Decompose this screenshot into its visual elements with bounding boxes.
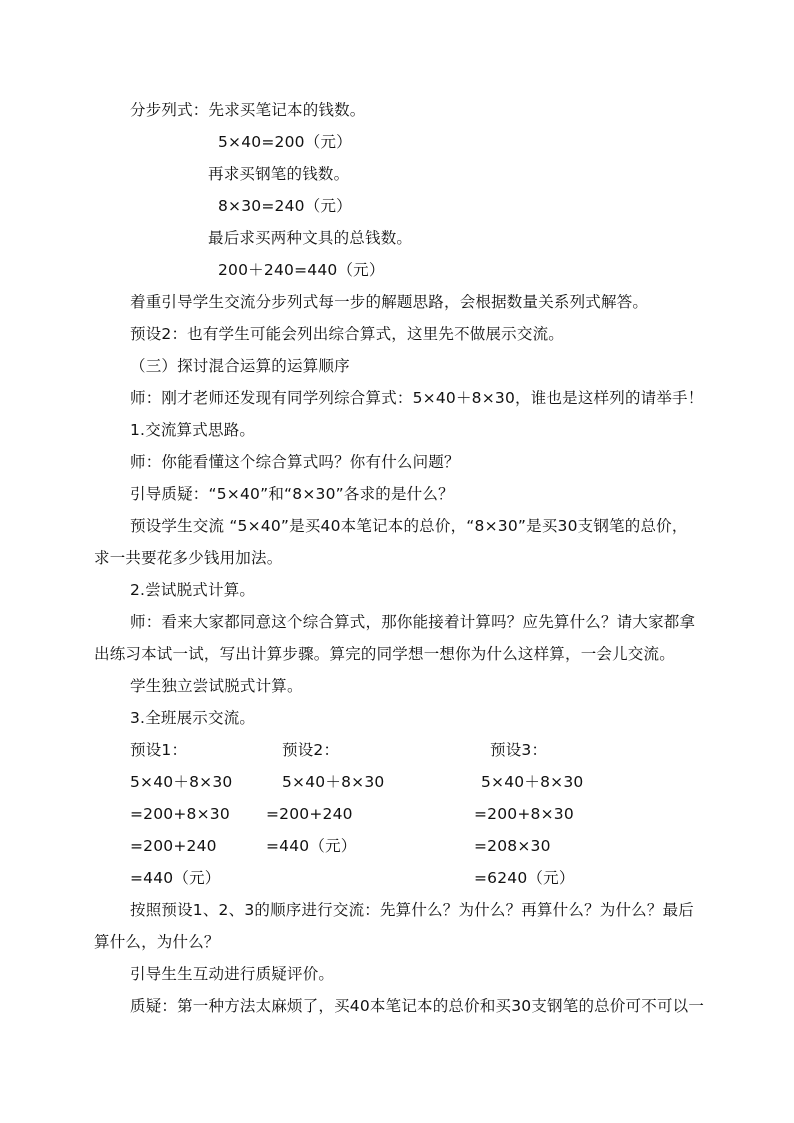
text-line: 算什么，为什么？: [94, 933, 220, 951]
text-line: 着重引导学生交流分步列式每一步的解题思路，会根据数量关系列式解答。: [130, 293, 649, 311]
text-line: 1.交流算式思路。: [130, 421, 256, 439]
text-line: 求一共要花多少钱用加法。: [94, 549, 283, 567]
calc-step: =200+8×30: [130, 805, 230, 823]
calc-step: =200+8×30: [474, 805, 574, 823]
text-line: 学生独立尝试脱式计算。: [130, 677, 303, 695]
preset-label: 预设1：: [130, 741, 188, 759]
calc-step: =6240（元）: [474, 869, 575, 887]
text-line: 5×40=200（元）: [218, 133, 352, 151]
preset-label: 预设2：: [282, 741, 340, 759]
preset-label: 预设3：: [490, 741, 548, 759]
text-line: 3.全班展示交流。: [130, 709, 256, 727]
text-line: 最后求买两种文具的总钱数。: [208, 229, 413, 247]
text-line: 预设学生交流 “5×40”是买40本笔记本的总价，“8×30”是买30支钢笔的总价，: [130, 517, 688, 535]
text-line: 8×30=240（元）: [218, 197, 352, 215]
calc-step: =200+240: [266, 805, 353, 823]
calc-step: =440（元）: [266, 837, 357, 855]
calc-step: 5×40＋8×30: [130, 773, 233, 791]
calc-step: =200+240: [130, 837, 217, 855]
calc-step: 5×40＋8×30: [282, 773, 385, 791]
calc-step: =208×30: [474, 837, 551, 855]
text-line: 引导质疑：“5×40”和“8×30”各求的是什么？: [130, 485, 454, 503]
calc-step: 5×40＋8×30: [481, 773, 584, 791]
text-line: 师：看来大家都同意这个综合算式，那你能接着计算吗？应先算什么？请大家都拿: [130, 613, 696, 631]
text-line: 出练习本试一试，写出计算步骤。算完的同学想一想你为什么这样算，一会儿交流。: [94, 645, 675, 663]
text-line: 质疑：第一种方法太麻烦了，买40本笔记本的总价和买30支钢笔的总价可不可以一: [130, 997, 705, 1015]
text-line: 2.尝试脱式计算。: [130, 581, 256, 599]
text-line: 按照预设1、2、3的顺序进行交流：先算什么？为什么？再算什么？为什么？最后: [130, 901, 694, 919]
text-line: 200＋240=440（元）: [218, 261, 385, 279]
text-line: 预设2：也有学生可能会列出综合算式，这里先不做展示交流。: [130, 325, 564, 343]
text-line: 引导生生互动进行质疑评价。: [130, 965, 335, 983]
text-line: 再求买钢笔的钱数。: [208, 165, 350, 183]
text-line: 师：刚才老师还发现有同学列综合算式：5×40＋8×30，谁也是这样列的请举手！: [130, 389, 704, 407]
section-heading: （三）探讨混合运算的运算顺序: [130, 357, 350, 375]
text-line: 师：你能看懂这个综合算式吗？你有什么问题？: [130, 453, 460, 471]
calc-step: =440（元）: [130, 869, 221, 887]
text-line: 分步列式：先求买笔记本的钱数。: [130, 101, 366, 119]
